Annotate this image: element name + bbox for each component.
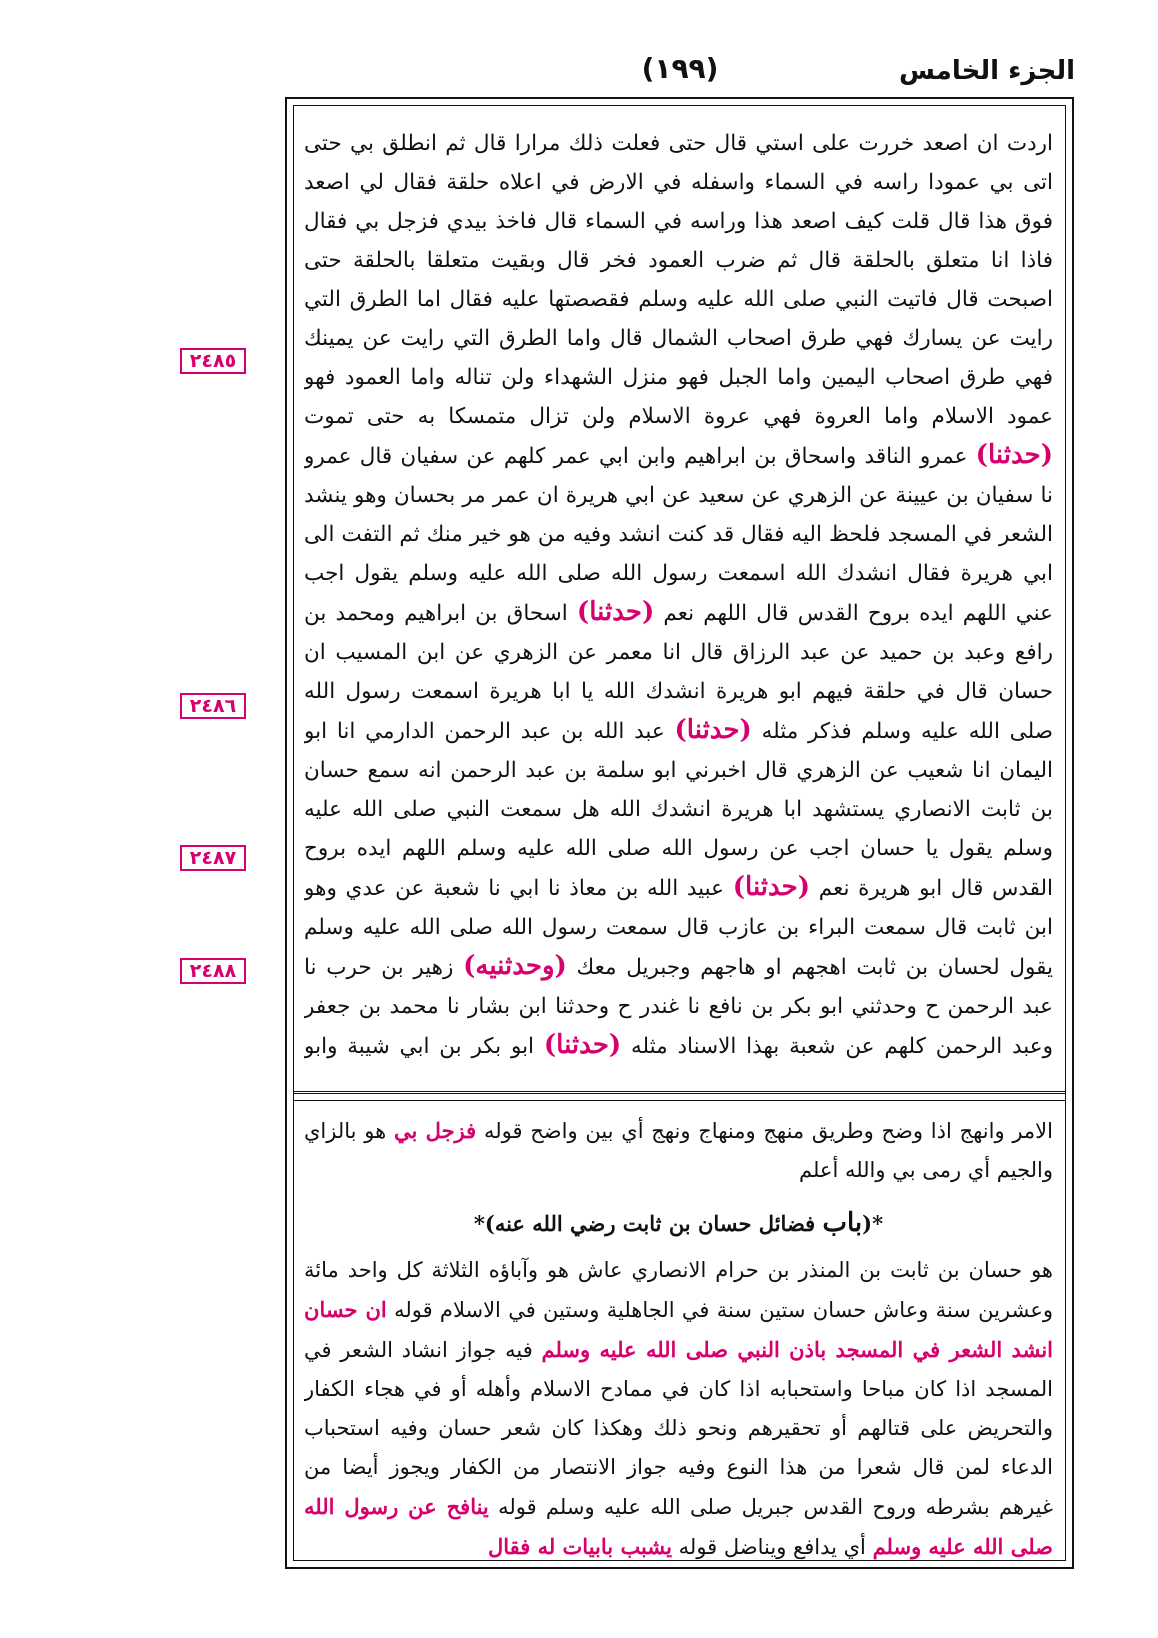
narration-keyword: (حدثنا): [732, 872, 811, 902]
page-number: (١٩٩): [641, 52, 719, 85]
commentary-text: أي يدافع ويناضل قوله: [678, 1535, 866, 1559]
narration-keyword: (حدثنا): [576, 597, 655, 627]
hadith-number-marker: ٢٤٨٥: [180, 348, 246, 374]
main-text-segment: زهير بن حرب نا عبد الرحمن ح وحدثني ابو بكر بن نافع نا غندر ح وحدثنا ابن بشار نا محمد بن جعفر وعبد الرحمن كلهم عن شعبة بهذا الاسناد مثله: [304, 955, 1053, 1059]
narration-keyword: (وحدثنيه): [463, 951, 567, 981]
hadith-number-marker: ٢٤٨٨: [180, 958, 246, 984]
highlighted-phrase: ان حسان انشد الشعر في المسجد باذن النبي صلى الله عليه وسلم: [304, 1297, 1053, 1362]
main-text: [304, 124, 1053, 1069]
main-text-segment: اسحاق بن ابراهيم ومحمد بن رافع وعبد بن حميد عن عبد الرزاق قال انا معمر عن الزهري عن ابن المسيب ان حسان قال في حلقة فيهم ابو هريرة انشدك الله يا ابا هريرة اسمعت رسول الله صلى الله عليه وسلم فذكر مثله: [304, 601, 1053, 744]
chapter-keyword: باب: [822, 1208, 863, 1238]
main-text-segment: اردت ان اصعد خررت على استي قال حتى فعلت ذلك مرارا قال ثم انطلق بي حتى اتى بي عمودا راسه في السماء واسفله في الارض في اعلاه حلقة فقال لي اصعد فوق هذا قال قلت كيف اصعد هذا وراسه في السماء قال فاخذ بيدي فزجل بي فقال فاذا انا متعلق بالحلقة قال ثم ضرب العمود فخر قال وبقيت متعلقا بالحلقة حتى اصبحت قال فاتيت النبي صلى الله عليه وسلم فقصصتها عليه فقال اما الطرق التي رايت عن يسارك فهي طرق اصحاب الشمال قال واما الطرق التي رايت عن يمينك فهي طرق اصحاب اليمين واما الجبل فهو منزل الشهداء ولن تناله واما العمود فهو عمود الاسلام واما العروة فهي عروة الاسلام ولن تزال متمسكا به حتى تموت: [304, 131, 1053, 429]
page-frame-inner: [293, 105, 1066, 1561]
commentary-text: هو حسان بن ثابت بن المنذر بن حرام الانصاري عاش هو وآباؤه الثلاثة كل واحد مائة وعشرين سنة وعاش حسان ستين سنة في الجاهلية وستين في الاسلام قوله: [304, 1258, 1053, 1322]
section-divider: [294, 1091, 1065, 1101]
narration-keyword: (حدثنا): [975, 440, 1053, 470]
narration-keyword: (حدثنا): [543, 1030, 622, 1060]
main-text-segment: عمرو الناقد واسحاق بن ابراهيم وابن ابي عمر كلهم عن سفيان قال عمرو نا سفيان بن عيينة عن الزهري عن سعيد عن ابي هريرة ان عمر مر بحسان وهو ينشد الشعر في المسجد فلحظ اليه فقال قد كنت انشد وفيه من هو خير منك ثم التفت الى ابي هريرة فقال انشدك الله اسمعت رسول الله صلى الله عليه وسلم يقول اجب عني اللهم ايده بروح القدس قال اللهم نعم: [304, 444, 1053, 626]
commentary-text: هو بالزاي والجيم أي رمى بي والله أعلم: [304, 1119, 1053, 1182]
commentary: [304, 1111, 1053, 1566]
highlighted-phrase: فزجل بي: [393, 1118, 477, 1143]
page-header: [285, 52, 1075, 96]
commentary-paragraph: [304, 1251, 1053, 1566]
main-text-segment: ابو بكر بن ابي شيبة وابو: [304, 1034, 535, 1059]
narration-keyword: (حدثنا): [674, 715, 752, 745]
main-text-segment: عبد الله بن عبد الرحمن الدارمي انا ابو اليمان انا شعيب عن الزهري قال اخبرني ابو سلمة بن عبد الرحمن انه سمع حسان بن ثابت الانصاري يستشهد ابا هريرة انشدك الله هل سمعت النبي صلى الله عليه وسلم يقول يا حسان اجب عن رسول الله صلى الله عليه وسلم اللهم ايده بروح القدس قال ابو هريرة نعم: [304, 719, 1053, 901]
highlighted-phrase: يشبب بابيات له فقال: [487, 1534, 672, 1559]
hadith-number-marker: ٢٤٨٦: [180, 693, 246, 719]
commentary-text: الامر وانهج اذا وضح وطريق منهج ومنهاج ونهج أي بين واضح قوله: [483, 1119, 1053, 1143]
chapter-heading: [304, 1204, 1053, 1243]
commentary-text: فيه جواز انشاد الشعر في المسجد اذا كان مباحا واستحبابه اذا كان في ممادح الاسلام وأهله أو في هجاء الكفار والتحريض على قتالهم أو تحقيرهم ونحو ذلك وهكذا كان شعر حسان وفيه استحباب الدعاء لمن قال شعرا من هذا النوع وفيه جواز الانتصار من الكفار ويجوز أيضا من غيرهم بشرطه وروح القدس جبريل صلى الله عليه وسلم قوله: [304, 1338, 1053, 1519]
page-title: الجزء الخامس: [899, 56, 1075, 86]
main-text-segment: عبيد الله بن معاذ نا ابي نا شعبة عن عدي وهو ابن ثابت قال سمعت البراء بن عازب قال سمعت رسول الله صلى الله عليه وسلم يقول لحسان بن ثابت اهجهم او هاجهم وجبريل معك: [304, 876, 1053, 980]
chapter-bracket: *(: [862, 1211, 884, 1236]
chapter-title: فضائل حسان بن ثابت رضي الله عنه)*: [473, 1211, 816, 1236]
hadith-number-marker: ٢٤٨٧: [180, 845, 246, 871]
highlighted-phrase: ينافح عن رسول الله صلى الله عليه وسلم: [304, 1494, 1053, 1559]
page-frame: [285, 97, 1074, 1569]
commentary-paragraph: [304, 1111, 1053, 1190]
